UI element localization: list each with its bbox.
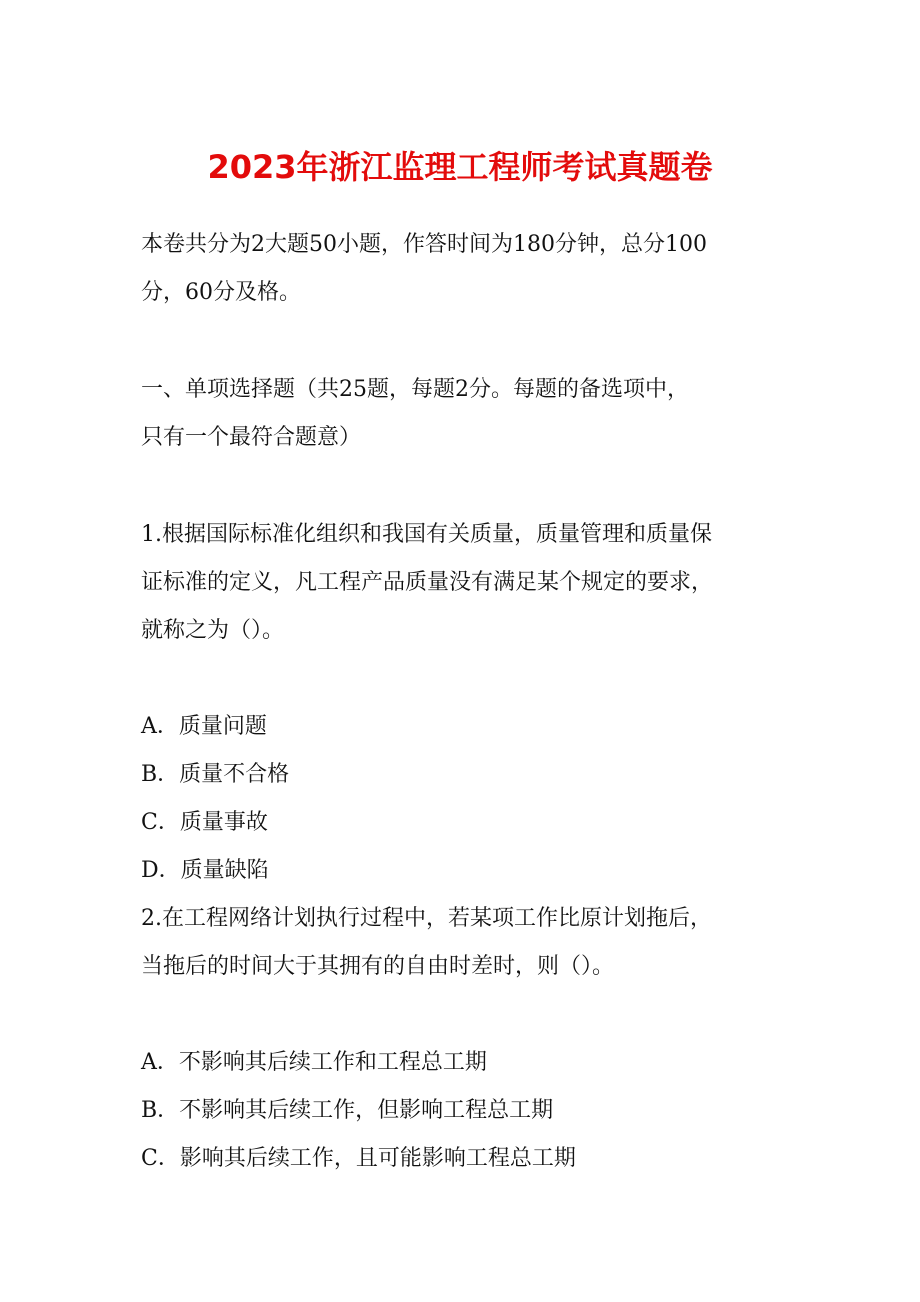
question-2-option-a: A．不影响其后续工作和工程总工期 (141, 1050, 487, 1075)
question-2-stem-line-1: 2.在工程网络计划执行过程中，若某项工作比原计划拖后， (141, 906, 712, 931)
question-1-stem-line-2: 证标准的定义，凡工程产品质量没有满足某个规定的要求， (141, 570, 714, 595)
intro-line-1: 本卷共分为2大题50小题，作答时间为180分钟，总分100 (141, 232, 707, 257)
intro-line-2: 分，60分及格。 (141, 280, 301, 305)
question-1-option-d: D．质量缺陷 (141, 858, 269, 883)
question-2-option-c: C．影响其后续工作，且可能影响工程总工期 (141, 1146, 576, 1171)
question-2-option-b: B．不影响其后续工作，但影响工程总工期 (141, 1098, 554, 1123)
section-heading-line-2: 只有一个最符合题意） (141, 425, 362, 450)
question-2-stem-line-2: 当拖后的时间大于其拥有的自由时差时，则（）。 (141, 954, 615, 979)
question-1-option-c: C．质量事故 (141, 810, 268, 835)
question-1-option-b: B．质量不合格 (141, 762, 290, 787)
question-1-option-a: A．质量问题 (141, 714, 267, 739)
question-1-stem-line-1: 1.根据国际标准化组织和我国有关质量，质量管理和质量保 (141, 522, 712, 547)
document-title: 2023年浙江监理工程师考试真题卷 (207, 148, 713, 186)
section-heading-line-1: 一、单项选择题（共25题，每题2分。每题的备选项中， (141, 377, 689, 402)
question-1-stem-line-3: 就称之为（）。 (141, 618, 285, 643)
